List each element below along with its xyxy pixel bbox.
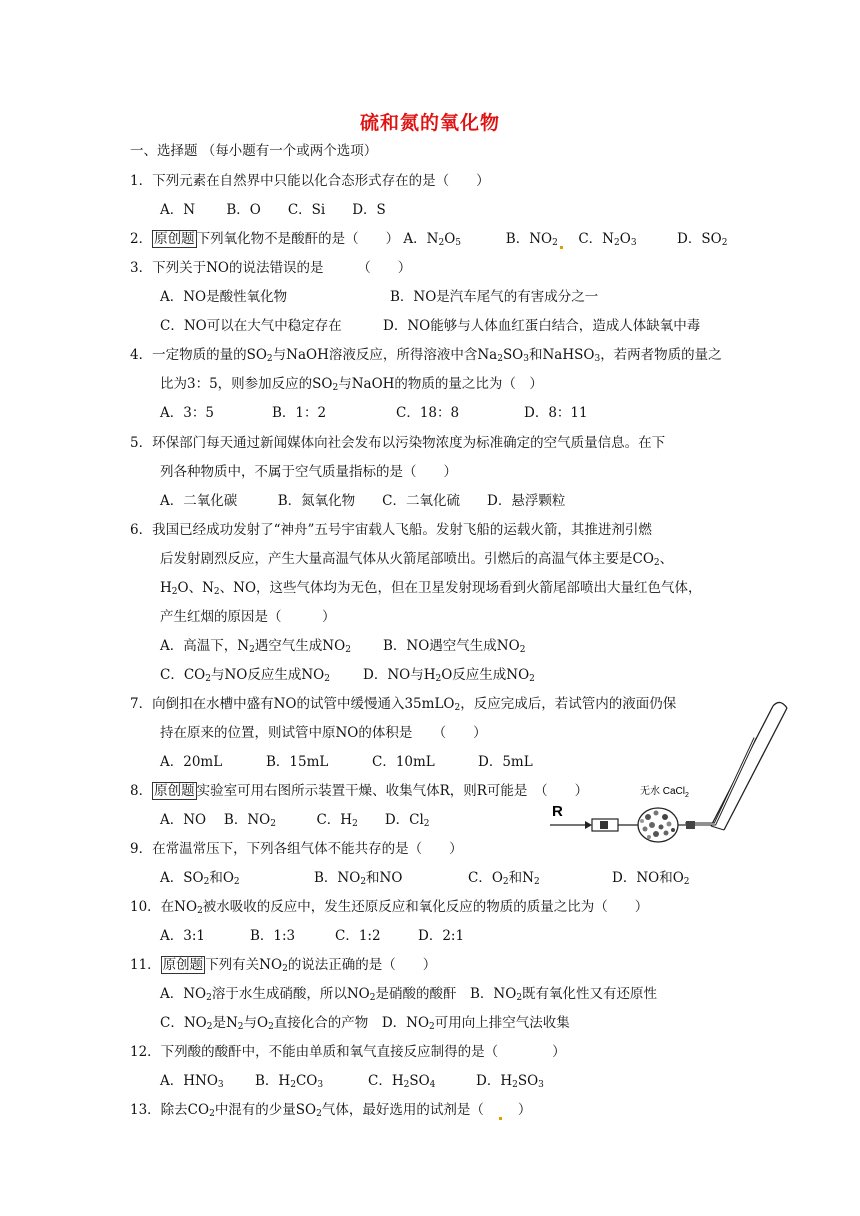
subscript: 2	[721, 238, 728, 248]
text: D．H	[476, 1073, 513, 1089]
subscript: 2	[290, 1080, 296, 1090]
drying-tube	[592, 808, 695, 842]
text: C．O	[468, 870, 503, 886]
subscript: 2	[237, 1022, 244, 1032]
subscript: 2	[233, 877, 240, 887]
reagent-label	[640, 784, 689, 799]
text: 的说法正确的是（ ）	[287, 957, 437, 973]
question-6-line3: $H_2O$、$N_2$、NO，这些气体均为无色，但在卫星发射现场看到火箭尾部喷出大量红色气体，	[160, 580, 702, 597]
subscript: 2	[206, 1022, 213, 1032]
option-b: B．1:3	[250, 928, 296, 944]
text: 后发射剧烈反应，产生大量高温气体从火箭尾部喷出。引燃后的高温气体主要是CO	[160, 551, 654, 567]
text: A．高温下，N	[160, 638, 250, 654]
subscript: 2	[529, 674, 535, 684]
subscript: 2	[683, 877, 690, 887]
text: 是N	[212, 1015, 238, 1031]
subscript: 2	[429, 1022, 435, 1032]
text: ，反应完成后，若试管内的液面仍保	[460, 696, 677, 712]
text: 、NO，这些气体均为无色，但在卫星发射现场看到火箭尾部喷出大量红色气体，	[219, 580, 702, 596]
question-4-line2	[160, 375, 543, 393]
question-11-options-ab	[160, 985, 657, 1003]
subscript: 3	[594, 354, 601, 364]
option-d: D．5mL	[478, 754, 533, 770]
option-b: B．NO	[505, 231, 553, 247]
question-5-options: A．二氧化碳 B．氮氧化物 C．二氧化硫 D．悬浮颗粒	[160, 493, 566, 509]
text: SO	[409, 1073, 430, 1089]
subscript: 2	[533, 877, 540, 887]
text: 中混有的少量SO	[214, 1102, 317, 1118]
text: 溶于水生成硝酸，所以NO	[211, 986, 370, 1002]
original-question-tag: 原创题	[162, 957, 204, 973]
question-9: 9．在常温常压下，下列各组气体不能共存的是（ ）	[130, 841, 463, 857]
subscript: 3	[317, 1080, 324, 1090]
subscript: 2	[352, 819, 358, 829]
subscript: 2	[345, 645, 351, 655]
option-c	[368, 1072, 435, 1090]
option-c: C．18：8	[396, 405, 460, 421]
subscript: 2	[497, 354, 503, 364]
subscript: 2	[512, 1080, 518, 1090]
text: B．NO遇空气生成NO	[383, 638, 520, 654]
subscript: 2	[502, 877, 509, 887]
text: C．NO	[160, 1015, 207, 1031]
text: D．NO和O	[612, 870, 684, 886]
question-number: 11．	[130, 957, 161, 973]
delivery-tube	[685, 738, 755, 824]
option-d: D．Cl	[384, 812, 424, 828]
option-c: C．NO可以在大气中稳定存在	[160, 318, 342, 334]
question-1-options: A．N B．O C．Si D．S	[160, 202, 386, 218]
subscript: 2	[435, 674, 442, 684]
subscript: 2	[438, 238, 445, 248]
subscript: 2	[171, 587, 178, 597]
option-d: D．8：11	[524, 405, 588, 421]
text: 和	[366, 870, 380, 886]
question-11-options-cd	[160, 1014, 570, 1032]
text: ，若两者物质的量之	[600, 347, 722, 363]
subscript: 5	[455, 238, 461, 248]
text: 比为3：5，则参加反应的SO	[160, 376, 333, 392]
text: SO	[517, 1073, 539, 1089]
text: 和	[508, 870, 523, 886]
arrow-head-icon	[585, 821, 592, 829]
original-question-tag: 原创题	[154, 783, 195, 799]
option-b	[255, 1072, 323, 1090]
option-b: B．15mL	[266, 754, 329, 770]
question-13	[130, 1101, 531, 1120]
question-6-line2: 后发射剧烈反应，产生大量高温气体从火箭尾部喷出。引燃后的高温气体主要是$CO_2$、	[160, 551, 674, 568]
subscript: 2	[316, 1109, 322, 1119]
subscript: 2	[360, 877, 367, 887]
option-c: C．$O_2$和$N_2$	[468, 870, 540, 887]
subscript: 2	[454, 703, 461, 713]
text: ）	[504, 1102, 532, 1118]
drying-collection-apparatus-figure	[540, 700, 820, 870]
text: 与NO反应生成NO	[210, 667, 325, 683]
subscript: 2	[270, 819, 276, 829]
subscript: 2	[213, 587, 220, 597]
text: 7．向倒扣在水槽中盛有NO的试管中缓慢通入35mLO	[130, 696, 455, 712]
text: 下列有关NO	[205, 957, 283, 973]
text: 遇空气生成NO	[254, 638, 346, 654]
text: 4．一定物质的量的SO	[130, 347, 267, 363]
subscript: 2	[369, 993, 376, 1003]
subscript: 2	[324, 674, 330, 684]
question-text: 下列氧化物不是酸酐的是（ ） A．N	[196, 231, 439, 247]
text: B．H	[255, 1073, 291, 1089]
question-8	[130, 782, 588, 800]
option-d: D．2:1	[418, 928, 465, 944]
text: B．NO	[470, 986, 517, 1002]
subscript: 2	[197, 906, 203, 916]
text: C．H	[368, 1073, 404, 1089]
arrow-label: R	[552, 803, 563, 820]
speck	[560, 246, 563, 249]
subscript: 2	[266, 354, 273, 364]
question-6-line4: 产生红烟的原因是（ ）	[160, 609, 336, 625]
option-d	[476, 1072, 544, 1090]
text: O反应生成NO	[441, 667, 530, 683]
question-10	[130, 898, 648, 916]
subscript: 2	[249, 645, 255, 655]
option-a: A．20mL	[160, 754, 223, 770]
subscript: 2	[653, 558, 660, 568]
question-3: 3．下列关于NO的说法错误的是 （ ）	[130, 260, 412, 276]
question-1: 1．下列元素在自然界中只能以化合态形式存在的是（ ）	[130, 173, 490, 189]
subscript: 2	[552, 238, 558, 248]
page-title: 硫和氮的氧化物	[359, 112, 500, 134]
reagent-text: 无水 CaCl	[640, 786, 686, 797]
text: 可用向上排空气法收集	[434, 1015, 570, 1031]
speck	[499, 1117, 502, 1120]
text: 10．在NO	[130, 899, 198, 915]
text: 是硝酸的酸酐	[375, 986, 457, 1002]
option-d: D．NO能够与人体血红蛋白结合，造成人体缺氧中毒	[383, 318, 701, 334]
option-a: A．3:1	[160, 928, 205, 944]
option-d	[363, 666, 535, 684]
subscript: 2	[614, 238, 620, 248]
option-c: C．H	[316, 812, 353, 828]
subscript: 2	[516, 993, 523, 1003]
option-d: D．SO	[677, 231, 722, 247]
question-2: 2． 原创题 下列氧化物不是酸酐的是（ ） A．$N_2O_5$ B．$NO_2$ C．$N_2O_3$ D．$SO_2$	[130, 231, 728, 248]
question-12: 12．下列酸的酸酐中，不能由单质和氧气直接反应制得的是（ ）	[130, 1044, 566, 1060]
text: 直接化合的产物	[273, 1015, 369, 1031]
option-a-b: A．NO B．NO	[160, 812, 271, 828]
text: 13．除去CO	[130, 1102, 210, 1118]
text: B．NO	[314, 870, 361, 886]
text: 与NaOH的物质的量之比为（ ）	[338, 376, 543, 392]
subscript: 2	[203, 877, 210, 887]
option-b: B．NO是汽车尾气的有害成分之一	[390, 289, 599, 305]
option-a: A．$SO_2$和$O_2$	[160, 870, 240, 887]
text: 和NaHSO	[529, 347, 595, 363]
question-number: 2．	[130, 231, 153, 247]
subscript: 3	[523, 354, 529, 364]
option-b	[383, 637, 525, 655]
option-a	[160, 1072, 224, 1090]
text: SO	[502, 347, 524, 363]
question-5: 5．环保部门每天通过新闻媒体向社会发布以污染物浓度为标准确定的空气质量信息。在下	[130, 435, 666, 451]
text: C．CO	[160, 667, 206, 683]
question-4	[130, 346, 722, 364]
option-a	[160, 637, 351, 655]
question-text: 实验室可用右图所示装置干燥、收集气体R，则R可能是 （ ）	[196, 783, 589, 799]
subscript: 3	[217, 1080, 224, 1090]
text: 与NaOH溶液反应，所得溶液中含Na	[272, 347, 498, 363]
subscript: 2	[332, 383, 339, 393]
option-b: B．$NO_2$和NO	[314, 870, 403, 887]
subscript: 4	[429, 1080, 436, 1090]
subscript: 2	[268, 1022, 274, 1032]
question-number: 8．	[130, 783, 153, 799]
text: A．HNO	[160, 1073, 218, 1089]
question-11	[130, 956, 436, 974]
text: 被水吸收的反应中，发生还原反应和氧化反应的物质的质量之比为（ ）	[202, 899, 649, 915]
option-d	[612, 869, 690, 887]
option-a: A．3：5	[160, 405, 214, 421]
subscript: 2	[205, 674, 211, 684]
text: D．NO	[381, 1015, 430, 1031]
text: 气体，最好选用的试剂是（	[321, 1102, 498, 1118]
option-b: B．1：2	[272, 405, 327, 421]
reagent-subscript: 2	[685, 792, 689, 799]
text: 既有氧化性又有还原性	[522, 986, 658, 1002]
subscript: 2	[403, 1080, 410, 1090]
text: 与O	[243, 1015, 269, 1031]
subscript: 3	[538, 1080, 544, 1090]
option-c	[160, 666, 330, 684]
text: A．NO	[160, 986, 207, 1002]
section-heading: 一、选择题 （每小题有一个或两个选项）	[130, 143, 378, 159]
subscript: 2	[423, 819, 430, 829]
text: CO	[295, 1073, 318, 1089]
subscript: 2	[206, 993, 212, 1003]
subscript: 2	[282, 964, 288, 974]
question-6: 6．我国已经成功发射了“神舟”五号宇宙载人飞船。发射飞船的运载火箭，其推进剂引燃	[130, 522, 652, 538]
subscript: 2	[209, 1109, 215, 1119]
option-c: C．1:2	[335, 928, 381, 944]
question-7-line2: 持在原来的位置，则试管中原NO的体积是 （ ）	[160, 725, 487, 741]
subscript: 3	[630, 238, 637, 248]
original-question-tag: 原创题	[154, 231, 195, 247]
question-8-options	[160, 811, 430, 829]
text: A．SO	[160, 870, 204, 886]
text: D．NO与H	[363, 667, 436, 683]
option-c: C．N	[578, 231, 614, 247]
option-a: A．NO是酸性氧化物	[160, 289, 288, 305]
text: 和	[209, 870, 223, 886]
option-c: C．10mL	[372, 754, 435, 770]
question-5-line2: 列各种物质中，不属于空气质量指标的是（ ）	[160, 464, 457, 480]
subscript: 2	[519, 645, 526, 655]
